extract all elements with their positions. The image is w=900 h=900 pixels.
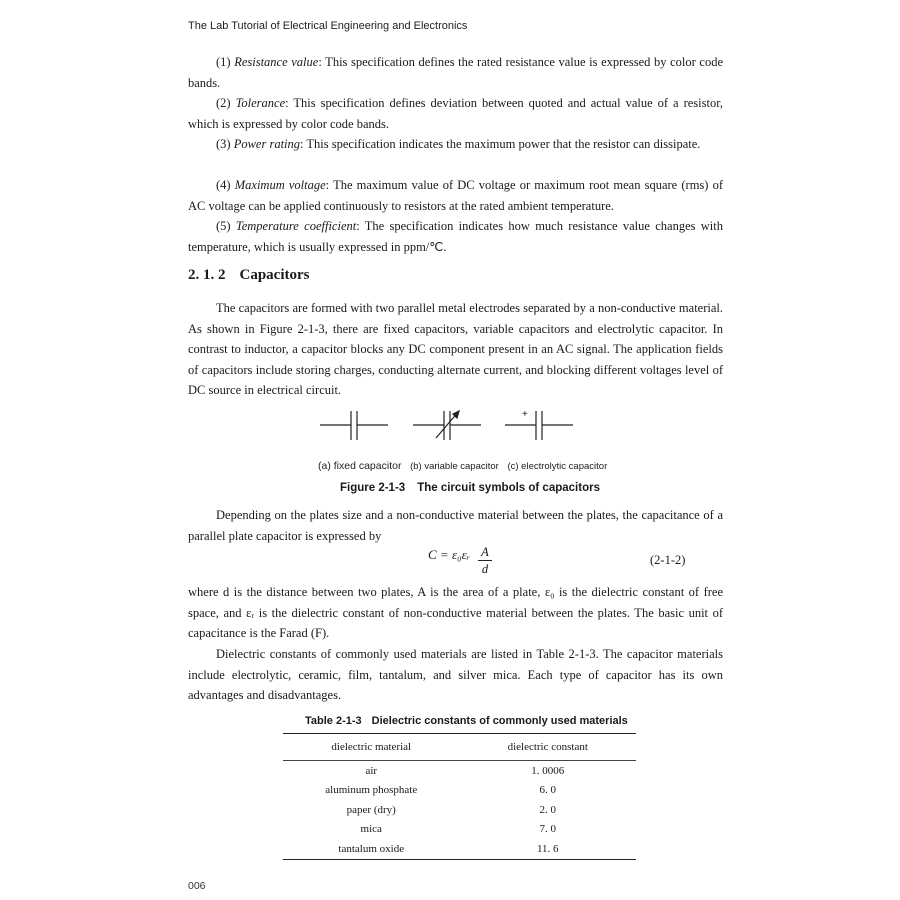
label-fixed-capacitor: (a) fixed capacitor <box>318 460 402 472</box>
spec-text: : This specification defines the rated resistance value is expressed by color code bands. <box>188 55 724 90</box>
cell-constant: 2. 0 <box>539 803 556 816</box>
variable-capacitor-symbol <box>413 411 481 440</box>
spec-num: (2) <box>216 96 231 110</box>
table-title <box>305 715 628 727</box>
fraction-denominator: d <box>481 562 489 576</box>
plates-paragraph: Depending on the plates size and a non-conductive material between the plates, the capacitance of a parallel plate capacitor is expressed by <box>188 508 723 543</box>
cell-material: mica <box>360 823 382 836</box>
equation-lhs: C = ε₀εᵣ <box>428 547 470 562</box>
spec-text: : The maximum value of DC voltage or maximum root mean square (rms) of AC voltage can be applied continuously to resistors at the rated ambient temperature. <box>188 178 724 213</box>
table-row <box>283 761 636 781</box>
spec-text: : This specification defines deviation between quoted and actual value of a resistor, which is expressed by color code bands. <box>188 96 724 131</box>
fixed-capacitor-symbol <box>320 411 388 440</box>
spec-term: Tolerance <box>235 96 286 110</box>
spec-num: (1) <box>216 55 231 69</box>
header-dielectric-constant: dielectric constant <box>460 734 637 761</box>
where-paragraph: where d is the distance between two plates, A is the area of a plate, ε₀ is the dielectric constant of free space, and εᵣ is the dielectric constant of non-conductive material between the plates. The basic unit of capacitance is the Farad (F). <box>188 585 723 640</box>
spec-num: (4) <box>216 178 231 192</box>
page-number: 006 <box>188 880 206 892</box>
cell-material: air <box>365 764 378 777</box>
table-title-text: Dielectric constants of commonly used materials <box>371 715 628 727</box>
table-header-row <box>283 734 636 761</box>
spec-num: (3) <box>216 137 231 151</box>
figure-caption-text: The circuit symbols of capacitors <box>417 482 600 494</box>
cell-constant: 1. 0006 <box>531 764 565 777</box>
plus-sign: + <box>522 409 528 420</box>
cell-material: paper (dry) <box>346 803 396 816</box>
spec-text: : The specification indicates how much resistance value changes with temperature, which is usually expressed in ppm/℃. <box>188 219 724 254</box>
figure-number: Figure 2-1-3 <box>340 482 406 494</box>
intro-paragraph: The capacitors are formed with two parallel metal electrodes separated by a non-conductive material. As shown in Figure 2-1-3, there are fixed capacitors, variable capacitors and electrolytic capacitor. In contrast to inductor, a capacitor blocks any DC component present in an AC signal. The application fields of capacitors include storing charges, conducting alternate current, and blocking different voltages level of DC source in electrical circuit. <box>188 301 723 397</box>
spec-num: (5) <box>216 219 231 233</box>
spec-term: Resistance value <box>234 55 319 69</box>
section-title: Capacitors <box>239 267 310 283</box>
spec-term: Power rating <box>233 137 301 151</box>
table-row <box>283 781 636 801</box>
header-dielectric-material: dielectric material <box>283 734 460 761</box>
running-header: The Lab Tutorial of Electrical Engineering and Electronics <box>188 20 468 32</box>
figure-labels <box>318 460 613 472</box>
cell-material: aluminum phosphate <box>325 784 418 797</box>
dielectric-table <box>283 733 636 860</box>
cell-constant: 7. 0 <box>539 823 556 836</box>
fraction-bar <box>478 560 492 561</box>
cell-constant: 11. 6 <box>460 839 637 859</box>
equation-fraction <box>478 545 492 576</box>
cell-constant: 6. 0 <box>539 784 556 797</box>
label-variable-capacitor: (b) variable capacitor <box>410 461 499 472</box>
table-row <box>283 800 636 820</box>
electrolytic-capacitor-symbol <box>505 411 573 440</box>
table-number: Table 2-1-3 <box>305 715 362 727</box>
table-row <box>283 820 636 840</box>
figure-caption <box>340 482 600 494</box>
spec-text: : This specification indicates the maximum power that the resistor can dissipate. <box>300 137 701 151</box>
table-row <box>283 839 636 859</box>
label-electrolytic-capacitor: (c) electrolytic capacitor <box>507 461 608 472</box>
spec-term: Maximum voltage <box>234 178 326 192</box>
equation-number: (2-1-2) <box>650 553 686 567</box>
dielectric-paragraph: Dielectric constants of commonly used materials are listed in Table 2-1-3. The capacitor materials include electrolytic, ceramic, film, tantalum, and silver mica. Each type of capacitor has its own advantages and disadvantages. <box>188 647 723 702</box>
cell-material: tantalum oxide <box>283 839 460 859</box>
section-number: 2. 1. 2 <box>188 267 226 283</box>
spec-term: Temperature coefficient <box>235 219 357 233</box>
fraction-numerator: A <box>481 545 489 559</box>
